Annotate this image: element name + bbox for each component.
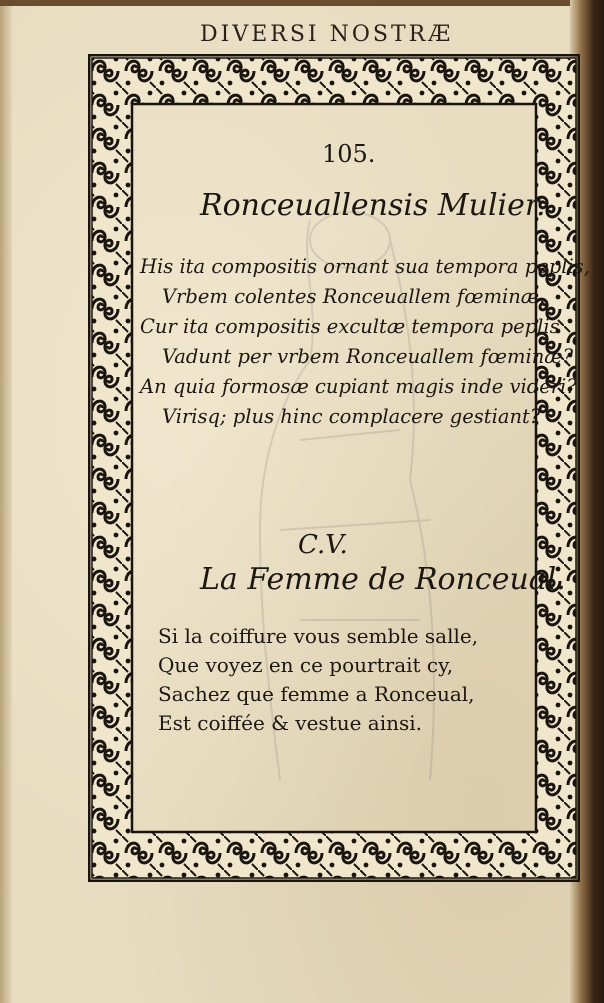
verse-line: Virisq; plus hinc complacere gestiant? bbox=[162, 405, 541, 428]
verse-line: Que voyez en ce pourtrait cy, bbox=[158, 653, 454, 677]
verse-line: Sachez que femme a Ronceual, bbox=[158, 682, 475, 706]
french-verse bbox=[158, 622, 478, 738]
french-title: La Femme de Ronceual. bbox=[200, 562, 566, 597]
verse-line: His ita compositis ornant sua tempora peplis, bbox=[140, 255, 590, 278]
verse-line: Si la coiffure vous semble salle, bbox=[158, 624, 479, 648]
verse-line: Vrbem colentes Ronceuallem fœminæ. bbox=[162, 285, 546, 308]
verse-line: Cur ita compositis excultæ tempora peplis bbox=[140, 315, 560, 338]
page-left-edge bbox=[0, 0, 12, 1003]
section-mark: C.V. bbox=[298, 530, 348, 560]
page-number: 105. bbox=[322, 140, 376, 168]
running-head: DIVERSI NOSTRÆ bbox=[200, 22, 454, 47]
verse-line: An quia formosæ cupiant magis inde videri? bbox=[140, 375, 577, 398]
latin-verse bbox=[140, 252, 590, 432]
page-top-edge bbox=[0, 0, 604, 6]
verse-line: Est coiffée & vestue ainsi. bbox=[158, 711, 423, 735]
latin-title: Ronceuallensis Mulier. bbox=[200, 188, 546, 223]
verse-line: Vadunt per vrbem Ronceuallem fœminæ? bbox=[162, 345, 574, 368]
